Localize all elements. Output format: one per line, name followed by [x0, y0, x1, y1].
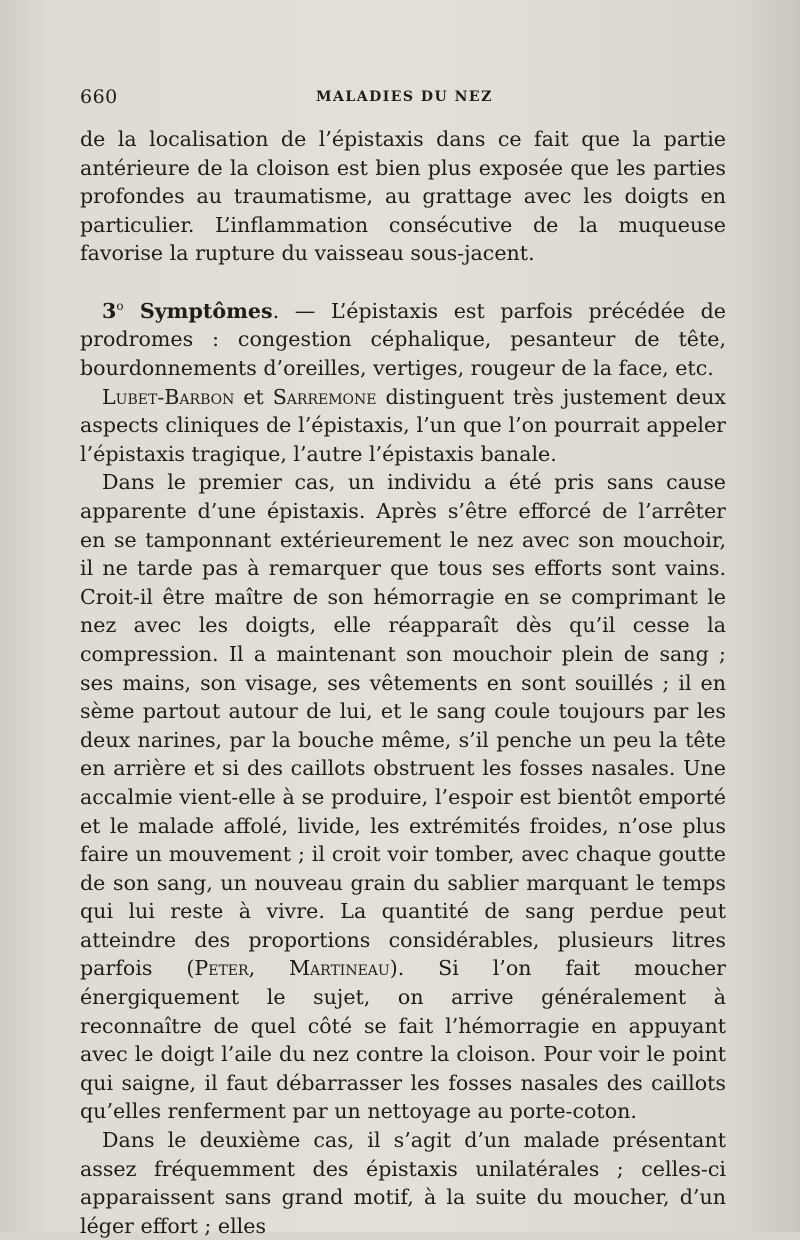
text-run: et: [234, 384, 273, 409]
page-number: 660: [80, 86, 118, 108]
text-run: Dans le deuxième cas, il s’agit d’un malade présentant assez fréquemment des épistaxis unilatérales ; celles-ci apparaissent sans grand motif, à la suite du moucher, d’un léger effort ; elles: [80, 1128, 726, 1238]
paragraph-4: [80, 468, 726, 1126]
author-name: Lubet-Barbon: [102, 384, 235, 409]
text-run: ,: [248, 956, 289, 981]
author-name: Sarremone: [272, 384, 377, 409]
paragraph-2-symptomes: [80, 292, 726, 383]
text-run: ). Si l’on fait moucher énergiquement le sujet, on arrive généralement à reconnaître de quel côté se fait l’hémorragie en appuyant avec le doigt l’aile du nez contre la cloison. Pour voir le point qui saigne, il faut débarrasser les fosses nasales des caillots qu’elles renferment par un nettoyage au porte-coton.: [80, 956, 726, 1124]
text-run: distinguent très justement deux aspects cliniques de l’épistaxis, l’un que l’on pourrait appeler l’épistaxis tragique, l’autre l’épistaxis banale.: [80, 384, 726, 466]
author-name: Peter: [194, 956, 249, 981]
section-number: 3: [102, 298, 117, 323]
author-name: Martineau: [288, 956, 390, 981]
paragraph-1: [80, 125, 726, 268]
running-head: MALADIES DU NEZ: [316, 89, 493, 105]
section-number-suffix: o: [116, 298, 124, 313]
body-text: [80, 125, 726, 1240]
text-run: de la localisation de l’épistaxis dans ce fait que la partie antérieure de la cloison est bien plus exposée que les parties profondes au traumatisme, au grattage avec les doigts en particulier. L’inflammation consécutive de la muqueuse favorise la rupture du vaisseau sous-jacent.: [80, 127, 726, 266]
page-header: [80, 86, 726, 116]
paragraph-5: [80, 1126, 726, 1240]
paragraph-3: [80, 383, 726, 469]
text-run: . — L’épistaxis est parfois précédée de prodromes : congestion céphalique, pesanteur de tête, bourdonnements d’oreilles, vertiges, rougeur de la face, etc.: [80, 298, 726, 381]
section-title: Symptômes: [123, 298, 273, 323]
text-run: Dans le premier cas, un individu a été pris sans cause apparente d’une épistaxis. Après s’être efforcé de l’arrêter en se tamponnant extérieurement le nez avec son mouchoir, il ne tarde pas à remarquer que tous ses efforts sont vains. Croit-il être maître de son hémorragie en se comprimant le nez avec les doigts, elle réapparaît dès qu’il cesse la compression. Il a maintenant son mouchoir plein de sang ; ses mains, son visage, ses vêtements en sont souillés ; il en sème partout autour de lui, et le sang coule toujours par les deux narines, par la bouche même, s’il penche un peu la tête en arrière et si des caillots obstruent les fosses nasales. Une accalmie vient-elle à se produire, l’espoir est bientôt emporté et le malade affolé, livide, les extrémités froides, n’ose plus faire un mouvement ; il croit voir tomber, avec chaque goutte de son sang, un nouveau grain du sablier marquant le temps qui lui reste à vivre. La quantité de sang perdue peut atteindre des proportions considérables, plusieurs litres parfois (: [80, 470, 726, 981]
